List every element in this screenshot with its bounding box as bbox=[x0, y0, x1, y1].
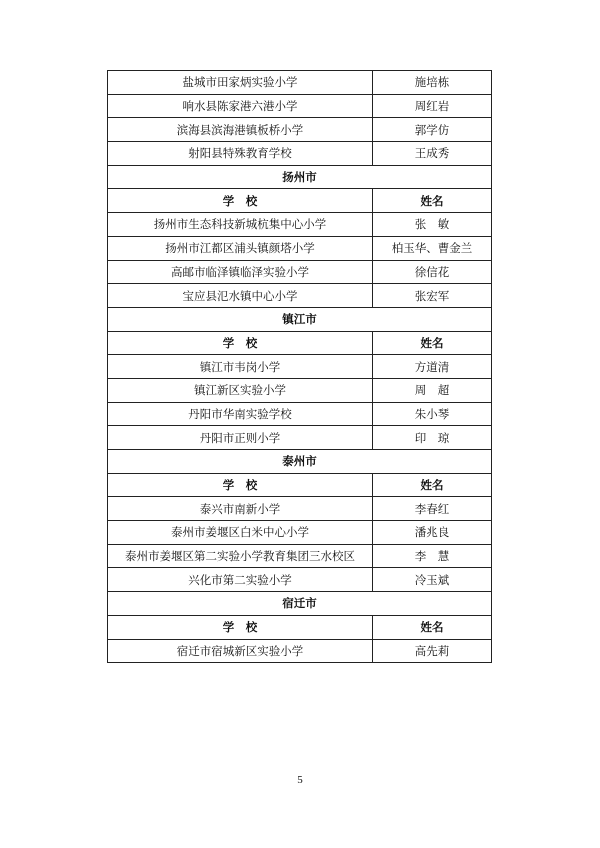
teacher-name-cell: 王成秀 bbox=[373, 142, 492, 166]
teacher-name-cell: 郭学仿 bbox=[373, 118, 492, 142]
city-header-row bbox=[108, 592, 492, 616]
page-number: 5 bbox=[297, 774, 303, 786]
column-header-row bbox=[108, 189, 492, 213]
city-header-row bbox=[108, 450, 492, 474]
school-cell: 扬州市生态科技新城杭集中心小学 bbox=[108, 213, 373, 237]
name-column-header: 姓名 bbox=[373, 473, 492, 497]
school-column-header: 学 校 bbox=[108, 331, 373, 355]
table-row bbox=[108, 402, 492, 426]
city-name: 宿迁市 bbox=[108, 592, 492, 616]
school-cell: 镇江市韦岗小学 bbox=[108, 355, 373, 379]
school-cell: 泰州市姜堰区白米中心小学 bbox=[108, 521, 373, 545]
school-cell: 扬州市江都区浦头镇颜塔小学 bbox=[108, 236, 373, 260]
school-column-header: 学 校 bbox=[108, 473, 373, 497]
table-row bbox=[108, 544, 492, 568]
school-cell: 镇江新区实验小学 bbox=[108, 378, 373, 402]
city-header-row bbox=[108, 307, 492, 331]
teacher-name-cell: 张宏军 bbox=[373, 284, 492, 308]
table-row bbox=[108, 568, 492, 592]
school-cell: 高邮市临泽镇临泽实验小学 bbox=[108, 260, 373, 284]
school-cell: 射阳县特殊教育学校 bbox=[108, 142, 373, 166]
table-row bbox=[108, 260, 492, 284]
table-row bbox=[108, 118, 492, 142]
school-cell: 丹阳市华南实验学校 bbox=[108, 402, 373, 426]
school-roster-table bbox=[107, 70, 492, 663]
school-column-header: 学 校 bbox=[108, 615, 373, 639]
school-column-header: 学 校 bbox=[108, 189, 373, 213]
table-row bbox=[108, 94, 492, 118]
name-column-header: 姓名 bbox=[373, 331, 492, 355]
teacher-name-cell: 周红岩 bbox=[373, 94, 492, 118]
school-cell: 宝应县氾水镇中心小学 bbox=[108, 284, 373, 308]
school-cell: 滨海县滨海港镇板桥小学 bbox=[108, 118, 373, 142]
city-name: 扬州市 bbox=[108, 165, 492, 189]
school-cell: 丹阳市正则小学 bbox=[108, 426, 373, 450]
city-name: 镇江市 bbox=[108, 307, 492, 331]
table-row bbox=[108, 142, 492, 166]
teacher-name-cell: 施培栋 bbox=[373, 71, 492, 95]
school-cell: 响水县陈家港六港小学 bbox=[108, 94, 373, 118]
teacher-name-cell: 潘兆良 bbox=[373, 521, 492, 545]
name-column-header: 姓名 bbox=[373, 189, 492, 213]
column-header-row bbox=[108, 473, 492, 497]
teacher-name-cell: 高先莉 bbox=[373, 639, 492, 663]
teacher-name-cell: 李春红 bbox=[373, 497, 492, 521]
table-row bbox=[108, 355, 492, 379]
name-column-header: 姓名 bbox=[373, 615, 492, 639]
school-cell: 盐城市田家炳实验小学 bbox=[108, 71, 373, 95]
school-cell: 泰州市姜堰区第二实验小学教育集团三水校区 bbox=[108, 544, 373, 568]
city-name: 泰州市 bbox=[108, 450, 492, 474]
table-row bbox=[108, 378, 492, 402]
school-cell: 宿迁市宿城新区实验小学 bbox=[108, 639, 373, 663]
column-header-row bbox=[108, 331, 492, 355]
table-row bbox=[108, 284, 492, 308]
teacher-name-cell: 李 慧 bbox=[373, 544, 492, 568]
teacher-name-cell: 徐信花 bbox=[373, 260, 492, 284]
table-row bbox=[108, 236, 492, 260]
teacher-name-cell: 冷玉斌 bbox=[373, 568, 492, 592]
city-header-row bbox=[108, 165, 492, 189]
table-row bbox=[108, 521, 492, 545]
teacher-name-cell: 柏玉华、曹金兰 bbox=[373, 236, 492, 260]
table-row bbox=[108, 497, 492, 521]
table-row bbox=[108, 213, 492, 237]
table-row bbox=[108, 71, 492, 95]
teacher-name-cell: 张 敏 bbox=[373, 213, 492, 237]
teacher-name-cell: 周 超 bbox=[373, 378, 492, 402]
table-row bbox=[108, 426, 492, 450]
roster-body bbox=[108, 71, 492, 663]
column-header-row bbox=[108, 615, 492, 639]
table-row bbox=[108, 639, 492, 663]
school-cell: 兴化市第二实验小学 bbox=[108, 568, 373, 592]
teacher-name-cell: 朱小琴 bbox=[373, 402, 492, 426]
teacher-name-cell: 方道清 bbox=[373, 355, 492, 379]
school-cell: 泰兴市南新小学 bbox=[108, 497, 373, 521]
teacher-name-cell: 印 琼 bbox=[373, 426, 492, 450]
